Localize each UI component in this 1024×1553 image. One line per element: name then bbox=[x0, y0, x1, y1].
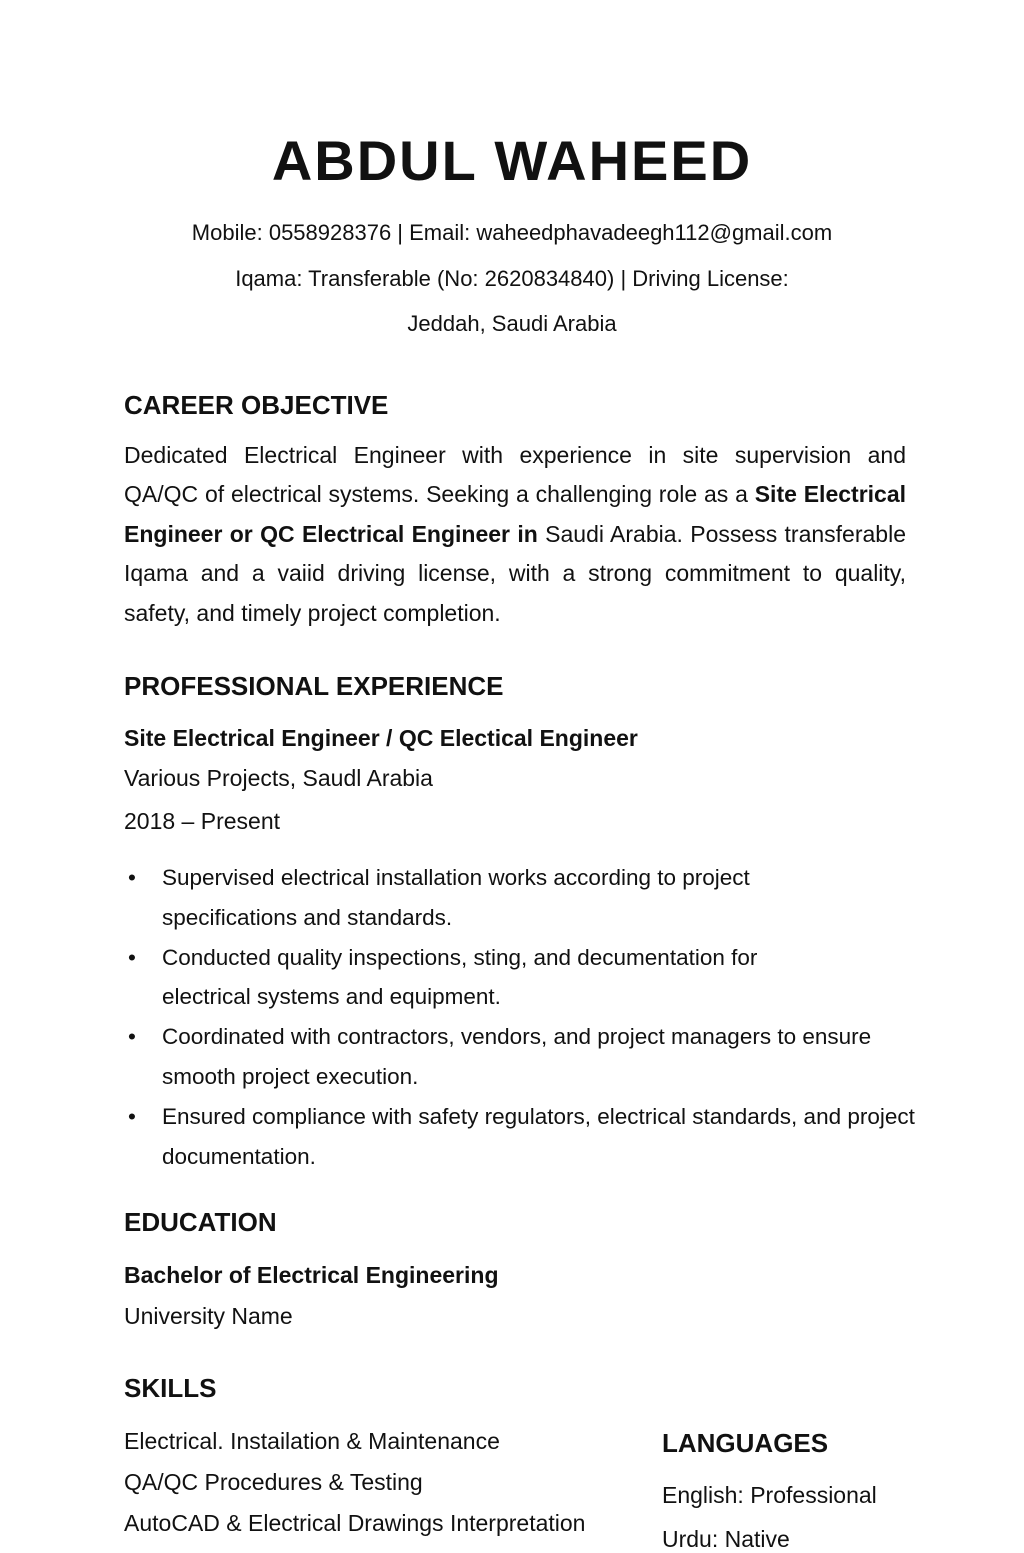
skill-item: QA/QC Procedures & Testing bbox=[124, 1469, 423, 1495]
objective-text: Dedicated Electrical Engineer with experience in site supervision and QA/QC of electrical systems. Seeking a challenging role as a bbox=[124, 442, 906, 508]
list-item: • Coordinated with contractors, vendors, and project managers to ensure smooth project execution. bbox=[124, 1017, 882, 1097]
language-item: Urdu: Native bbox=[662, 1526, 790, 1552]
language-item: English: Professional bbox=[662, 1482, 877, 1508]
objective-text-end: Saudi Arabia. Possess transferable Iqama and a vaiid driving license, with a strong commitment to quality, safety, and timely project completion. bbox=[124, 520, 906, 626]
objective-paragraph bbox=[124, 436, 906, 633]
experience-bullets bbox=[124, 858, 924, 1176]
section-heading-languages: LANGUAGES bbox=[662, 1428, 829, 1458]
contact-line: Mobile: 0558928376 | Email: waheedphavadeegh112@gmail.com bbox=[191, 220, 833, 245]
job-title: Site Electrical Engineer / QC Electical Engineer bbox=[124, 725, 638, 751]
candidate-name: ABDUL WAHEED bbox=[271, 129, 753, 192]
skill-item: AutoCAD & Electrical Drawings Interpretation bbox=[124, 1510, 586, 1536]
list-item: • Ensured compliance with safety regulators, electrical standards, and project documentation. bbox=[124, 1097, 932, 1177]
section-heading-experience: PROFESSIONAL EXPERIENCE bbox=[124, 671, 504, 701]
list-item: • Conducted quality inspections, sting, and decumentation for electrical systems and equipment. bbox=[124, 938, 842, 1018]
skill-item: Electrical. Instailation & Maintenance bbox=[124, 1428, 500, 1454]
objective-target-role: Site Electrical Engineer or QC Electrical Engineer in bbox=[124, 481, 907, 547]
job-dates: 2018 – Present bbox=[124, 808, 281, 834]
school: University Name bbox=[124, 1303, 293, 1329]
section-heading-skills: SKILLS bbox=[124, 1373, 217, 1403]
degree: Bachelor of Electrical Engineering bbox=[124, 1262, 499, 1288]
list-item: • Supervised electrical installation works according to project specifications and standards. bbox=[124, 858, 862, 938]
section-heading-objective: CAREER OBJECTIVE bbox=[124, 390, 389, 420]
iqama-line: Iqama: Transferable (No: 2620834840) | Driving License: bbox=[235, 266, 789, 291]
location-line: Jeddah, Saudi Arabia bbox=[407, 311, 617, 336]
section-heading-education: EDUCATION bbox=[124, 1207, 277, 1237]
job-company: Various Projects, Saudl Arabia bbox=[124, 765, 433, 791]
